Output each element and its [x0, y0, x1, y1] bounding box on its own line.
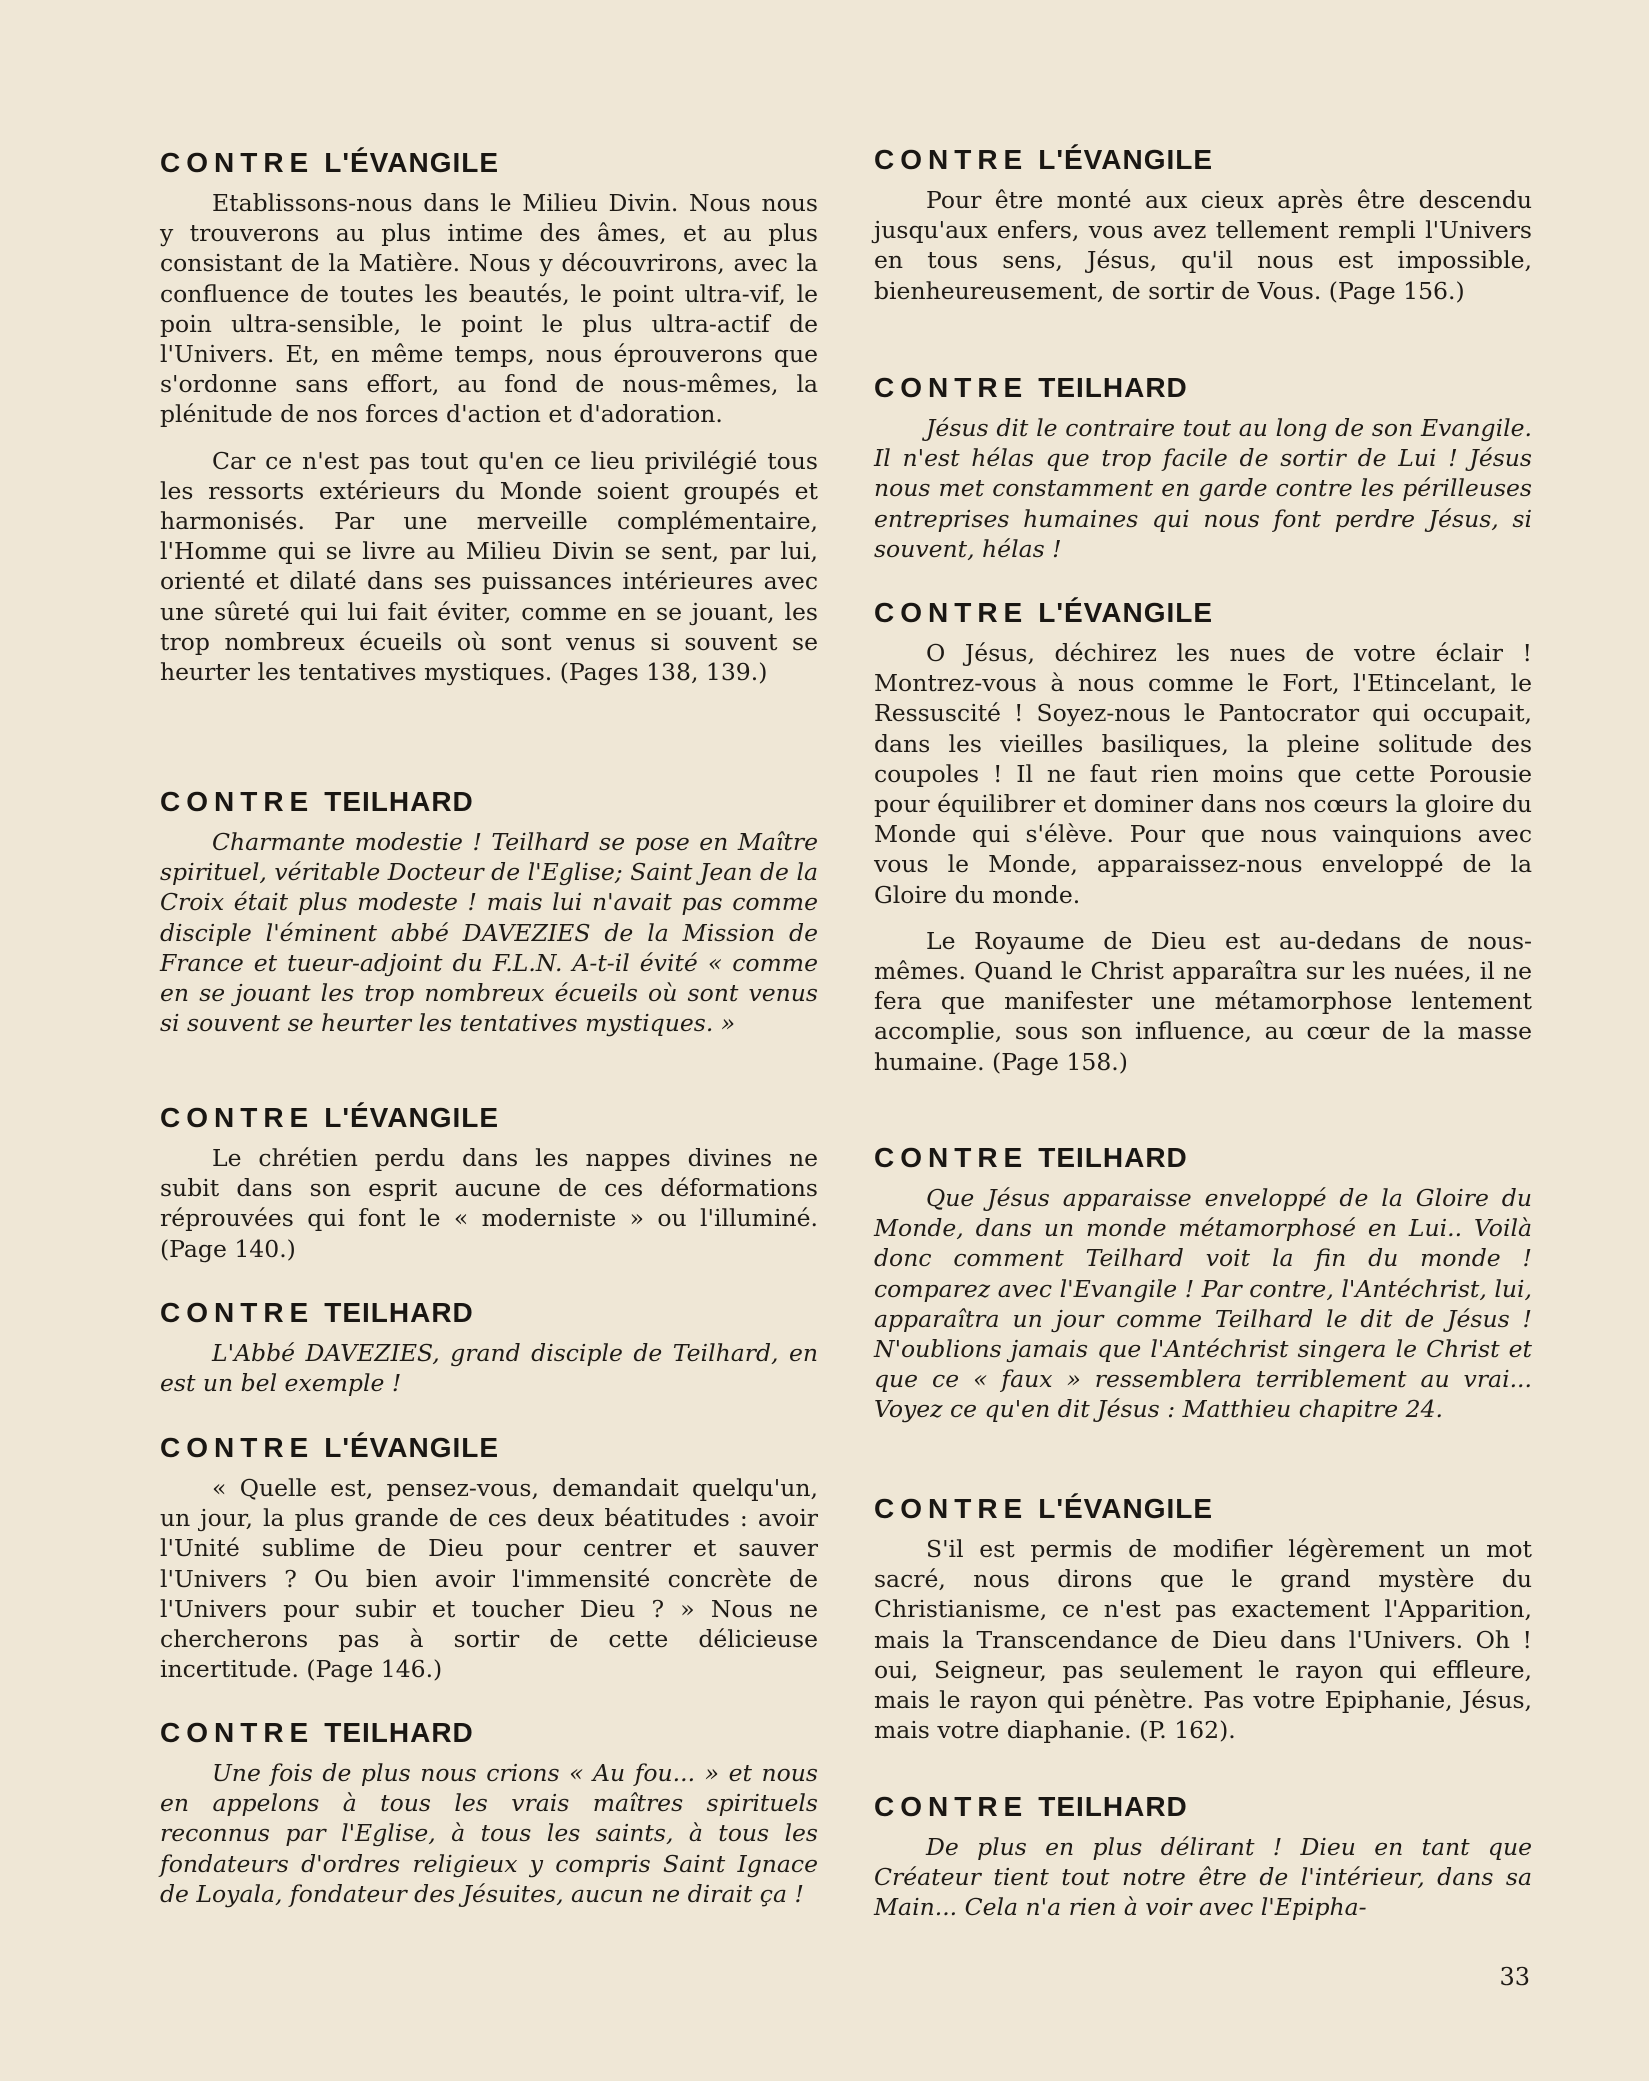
section-contre-teilhard [874, 371, 1532, 564]
commentary-paragraph: De plus en plus délirant ! Dieu en tant que Créateur tient tout notre être de l'intérieur, dans sa Main... Cela n'a rien à voir avec l'Epipha- [874, 1833, 1532, 1922]
heading-keyword: CONTRE [160, 1102, 315, 1133]
heading-keyword: CONTRE [874, 1791, 1029, 1822]
section-contre-teilhard [160, 785, 818, 1038]
section-contre-teilhard [874, 1790, 1532, 1923]
section-heading [874, 1790, 1532, 1824]
heading-target: TEILHARD [324, 1297, 474, 1328]
heading-target: L'ÉVANGILE [324, 147, 500, 178]
section-heading [160, 1296, 818, 1330]
commentary-paragraph: Une fois de plus nous crions « Au fou... » et nous en appelons à tous les vrais maîtres spirituels reconnus par l'Eglise, à tous les saints, à tous les fondateurs d'ordres religieux y compris Saint Ignace de Loyala, fondateur des Jésuites, aucun ne dirait ça ! [160, 1759, 818, 1908]
body-paragraph: Car ce n'est pas tout qu'en ce lieu privilégié tous les ressorts extérieurs du Monde soient groupés et harmonisés. Par une merveille complémentaire, l'Homme qui se livre au Milieu Divin se sent, par lui, orienté et dilaté dans ses puissances intérieures avec une sûreté qui lui fait éviter, comme en se jouant, les trop nombreux écueils où sont venus si souvent se heurter les tentatives mystiques. (Pages 138, 139.) [160, 446, 818, 687]
commentary-paragraph: Jésus dit le contraire tout au long de son Evangile. Il n'est hélas que trop facile de sortir de Lui ! Jésus nous met constamment en garde contre les périlleuses entreprises humaines qui nous font perdre Jésus, si souvent, hélas ! [874, 414, 1532, 563]
heading-keyword: CONTRE [160, 786, 315, 817]
page-number: 33 [1499, 1963, 1530, 1991]
body-paragraph: Le Royaume de Dieu est au-dedans de nous-mêmes. Quand le Christ apparaîtra sur les nuées, il ne fera que manifester une métamorphose lentement accomplie, sous son influence, au cœur de la masse humaine. (Page 158.) [874, 926, 1532, 1076]
section-heading [874, 1492, 1532, 1526]
heading-target: L'ÉVANGILE [1038, 597, 1214, 628]
section-contre-evangile [874, 596, 1532, 1077]
section-heading [160, 1431, 818, 1465]
section-heading [874, 596, 1532, 630]
heading-target: TEILHARD [1038, 1142, 1188, 1173]
heading-target: L'ÉVANGILE [1038, 1493, 1214, 1524]
section-contre-evangile [874, 143, 1532, 306]
section-heading [874, 1141, 1532, 1175]
commentary-paragraph: L'Abbé DAVEZIES, grand disciple de Teilhard, en est un bel exemple ! [160, 1339, 818, 1398]
heading-keyword: CONTRE [874, 1493, 1029, 1524]
section-contre-evangile [160, 146, 818, 687]
section-contre-evangile [160, 1431, 818, 1684]
section-contre-teilhard [160, 1296, 818, 1398]
heading-target: TEILHARD [324, 786, 474, 817]
heading-target: L'ÉVANGILE [1038, 144, 1214, 175]
body-paragraph: « Quelle est, pensez-vous, demandait quelqu'un, un jour, la plus grande de ces deux béatitudes : avoir l'Unité sublime de Dieu pour centrer et sauver l'Univers ? Ou bien avoir l'immensité concrète de l'Univers pour subir et toucher Dieu ? » Nous ne chercherons pas à sortir de cette délicieuse incertitude. (Page 146.) [160, 1474, 818, 1684]
body-paragraph: Le chrétien perdu dans les nappes divines ne subit dans son esprit aucune de ces déformations réprouvées qui font le « moderniste » ou l'illuminé. (Page 140.) [160, 1144, 818, 1263]
body-paragraph: O Jésus, déchirez les nues de votre éclair ! Montrez-vous à nous comme le Fort, l'Etincelant, le Ressuscité ! Soyez-nous le Pantocrator qui occupait, dans les vieilles basiliques, la pleine solitude des coupoles ! Il ne faut rien moins que cette Porousie pour équilibrer et dominer dans nos cœurs la gloire du Monde qui s'élève. Pour que nous vainquions avec vous le Monde, apparaissez-nous enveloppé de la Gloire du monde. [874, 639, 1532, 909]
heading-keyword: CONTRE [874, 372, 1029, 403]
heading-target: TEILHARD [324, 1717, 474, 1748]
section-contre-evangile [874, 1492, 1532, 1745]
heading-keyword: CONTRE [874, 597, 1029, 628]
heading-target: L'ÉVANGILE [324, 1102, 500, 1133]
heading-keyword: CONTRE [874, 1142, 1029, 1173]
heading-keyword: CONTRE [874, 144, 1029, 175]
heading-keyword: CONTRE [160, 1717, 315, 1748]
section-heading [160, 785, 818, 819]
section-contre-teilhard [874, 1141, 1532, 1425]
heading-target: TEILHARD [1038, 1791, 1188, 1822]
section-heading [874, 143, 1532, 177]
heading-target: TEILHARD [1038, 372, 1188, 403]
heading-keyword: CONTRE [160, 1432, 315, 1463]
section-contre-evangile [160, 1101, 818, 1264]
section-heading [160, 146, 818, 180]
heading-keyword: CONTRE [160, 1297, 315, 1328]
section-heading [160, 1101, 818, 1135]
section-heading [160, 1716, 818, 1750]
body-paragraph: Pour être monté aux cieux après être descendu jusqu'aux enfers, vous avez tellement rempli l'Univers en tous sens, Jésus, qu'il nous est impossible, bienheureusement, de sortir de Vous. (Page 156.) [874, 186, 1532, 305]
heading-target: L'ÉVANGILE [324, 1432, 500, 1463]
commentary-paragraph: Charmante modestie ! Teilhard se pose en Maître spirituel, véritable Docteur de l'Eglise; Saint Jean de la Croix était plus modeste ! mais lui n'avait pas comme disciple l'éminent abbé DAVEZIES de la Mission de France et tueur-adjoint du F.L.N. A-t-il évité « comme en se jouant les trop nombreux écueils où sont venus si souvent se heurter les tentatives mystiques. » [160, 828, 818, 1038]
body-paragraph: Etablissons-nous dans le Milieu Divin. Nous nous y trouverons au plus intime des âmes, et au plus consistant de la Matière. Nous y découvrirons, avec la confluence de toutes les beautés, le point ultra-vif, le poin ultra-sensible, le point le plus ultra-actif de l'Univers. Et, en même temps, nous éprouverons que s'ordonne sans effort, au fond de nous-mêmes, la plénitude de nos forces d'action et d'adoration. [160, 189, 818, 429]
section-heading [874, 371, 1532, 405]
section-contre-teilhard [160, 1716, 818, 1909]
heading-keyword: CONTRE [160, 147, 315, 178]
body-paragraph: S'il est permis de modifier légèrement un mot sacré, nous dirons que le grand mystère du Christianisme, ce n'est pas exactement l'Apparition, mais la Transcendance de Dieu dans l'Univers. Oh ! oui, Seigneur, pas seulement le rayon qui effleure, mais le rayon qui pénètre. Pas votre Epiphanie, Jésus, mais votre diaphanie. (P. 162). [874, 1535, 1532, 1745]
commentary-paragraph: Que Jésus apparaisse enveloppé de la Gloire du Monde, dans un monde métamorphosé en Lui.. Voilà donc comment Teilhard voit la fin du monde ! comparez avec l'Evangile ! Par contre, l'Antéchrist, lui, apparaîtra un jour comme Teilhard le dit de Jésus ! N'oublions jamais que l'Antéchrist singera le Christ et que ce « faux » ressemblera terriblement au vrai... Voyez ce qu'en dit Jésus : Matthieu chapitre 24. [874, 1184, 1532, 1424]
